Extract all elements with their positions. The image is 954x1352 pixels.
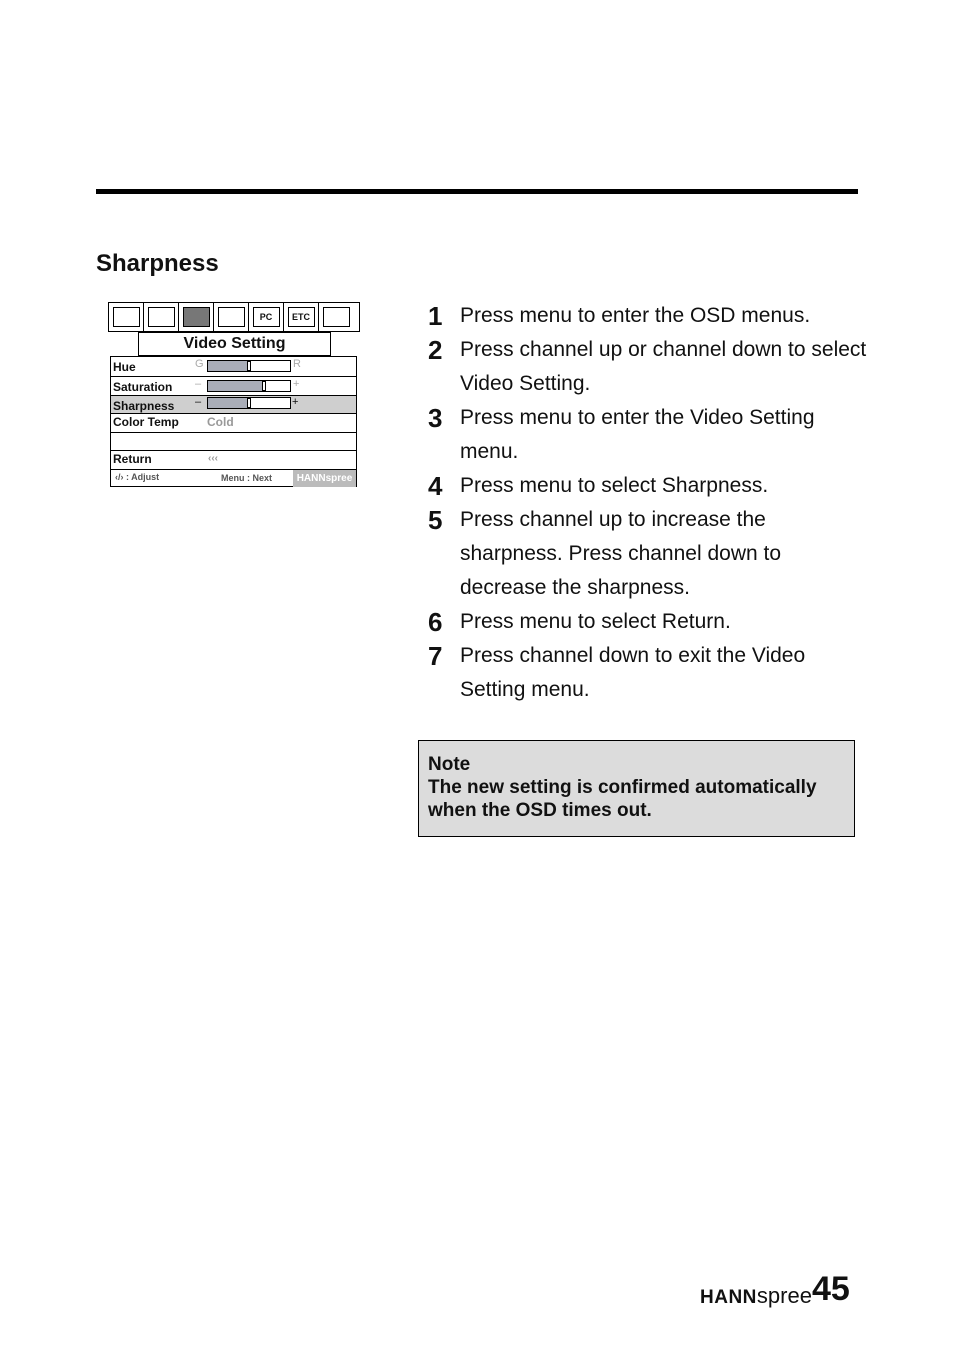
step-item bbox=[428, 503, 868, 605]
exit-icon bbox=[319, 303, 354, 331]
step-text: Press menu to select Sharpness. bbox=[460, 474, 769, 497]
return-label: Return bbox=[113, 452, 152, 466]
step-number: 2 bbox=[428, 335, 443, 365]
audio-icon bbox=[144, 303, 179, 331]
instruction-steps bbox=[428, 299, 868, 707]
left-right-arrows-icon: ‹/› bbox=[115, 472, 124, 482]
step-number: 6 bbox=[428, 607, 443, 637]
sharpness-min-label: – bbox=[195, 396, 202, 408]
video-setting-icon bbox=[179, 303, 214, 331]
saturation-max-label: + bbox=[293, 378, 300, 390]
pc-icon: PC bbox=[249, 303, 284, 331]
return-arrows: ‹‹‹ bbox=[208, 453, 218, 464]
brand-logo: HANNspree bbox=[700, 1283, 812, 1308]
sharpness-label: Sharpness bbox=[113, 399, 175, 413]
step-item bbox=[428, 469, 868, 503]
osd-row-color-temp bbox=[111, 414, 356, 432]
osd-row-hue bbox=[111, 357, 356, 376]
osd-row-sharpness bbox=[111, 396, 356, 413]
brightness-icon bbox=[109, 303, 144, 331]
hue-slider bbox=[207, 360, 291, 372]
osd-row-saturation bbox=[111, 377, 356, 395]
osd-row-return bbox=[111, 451, 356, 469]
step-number: 3 bbox=[428, 403, 443, 433]
note-box bbox=[418, 740, 855, 837]
adjust-label: : Adjust bbox=[126, 472, 160, 482]
osd-brand-logo: HANNspree bbox=[293, 470, 356, 487]
step-item bbox=[428, 639, 868, 707]
hue-min-label: G bbox=[195, 358, 204, 370]
note-text: The new setting is confirmed automatically when the OSD times out. bbox=[428, 777, 817, 821]
step-text: Press menu to enter the OSD menus. bbox=[460, 304, 811, 327]
osd-icon-bar bbox=[108, 302, 360, 332]
step-item bbox=[428, 401, 868, 469]
step-text: Press channel down to exit the Video Setting menu. bbox=[460, 644, 806, 701]
step-number: 5 bbox=[428, 505, 443, 535]
step-number: 4 bbox=[428, 471, 443, 501]
section-heading: Sharpness bbox=[96, 250, 219, 277]
osd-divider bbox=[111, 432, 356, 433]
step-text: Press channel up or channel down to select Video Setting. bbox=[460, 338, 867, 395]
etc-icon: ETC bbox=[284, 303, 319, 331]
color-temp-value: Cold bbox=[207, 415, 234, 429]
sharpness-slider bbox=[207, 397, 291, 409]
sharpness-max-label: + bbox=[292, 396, 299, 408]
step-item bbox=[428, 605, 868, 639]
osd-footer bbox=[111, 469, 356, 487]
saturation-label: Saturation bbox=[113, 380, 173, 394]
hue-max-label: R bbox=[293, 358, 301, 370]
step-number: 7 bbox=[428, 641, 443, 671]
saturation-min-label: – bbox=[195, 378, 202, 390]
note-heading: Note bbox=[428, 754, 471, 775]
osd-illustration bbox=[108, 302, 360, 488]
osd-adjust-hint bbox=[115, 472, 159, 482]
step-item bbox=[428, 333, 868, 401]
step-text: Press menu to enter the Video Setting menu. bbox=[460, 406, 815, 463]
osd-title: Video Setting bbox=[138, 332, 331, 356]
page-number: 45 bbox=[812, 1270, 850, 1308]
osd-table bbox=[110, 356, 357, 487]
saturation-slider bbox=[207, 380, 291, 392]
step-item bbox=[428, 299, 868, 333]
osd-next-hint: Menu : Next bbox=[221, 473, 273, 483]
step-text: Press menu to select Return. bbox=[460, 610, 731, 633]
hue-label: Hue bbox=[113, 360, 136, 374]
step-number: 1 bbox=[428, 301, 443, 331]
top-rule bbox=[96, 189, 858, 194]
color-temp-label: Color Temp bbox=[113, 415, 179, 429]
step-text: Press channel up to increase the sharpness. Press channel down to decrease the sharpness. bbox=[460, 508, 782, 599]
tv-icon bbox=[214, 303, 249, 331]
